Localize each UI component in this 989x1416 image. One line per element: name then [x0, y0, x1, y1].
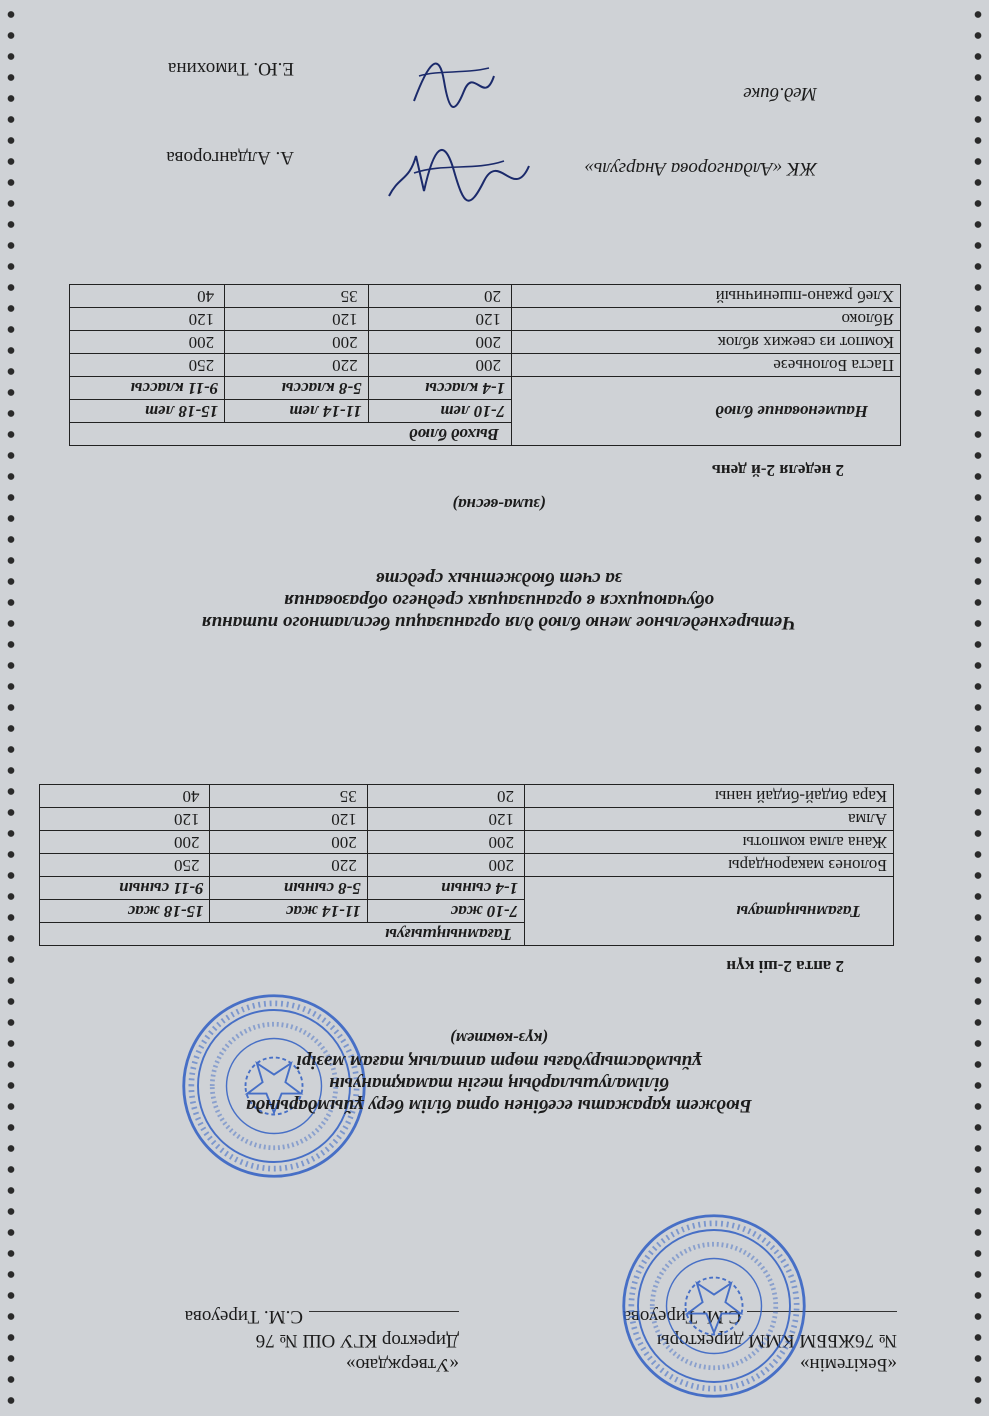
- ru-age-header: 15-18 лет: [70, 400, 225, 423]
- ru-dish-name: Паста Болоньезе: [512, 354, 901, 377]
- ru-dish-value: 250: [70, 354, 225, 377]
- kz-age-header: 11-14 жас: [210, 900, 367, 923]
- kz-dish-name: Алма: [525, 808, 894, 831]
- kz-dish-value: 200: [40, 831, 211, 854]
- kz-name-header: Тағамныңатауы: [525, 877, 894, 946]
- table-header-row: [70, 423, 901, 446]
- signature-nurse: Мед.бике: [743, 83, 817, 104]
- approval-ru-line1: «Утверждаю»: [346, 1354, 459, 1375]
- signature-org-name: А. Алдангорова: [166, 147, 294, 168]
- approval-kz-line1: «Бекітемін»: [799, 1354, 897, 1375]
- kz-dish-value: 120: [367, 808, 524, 831]
- table-row: [40, 831, 894, 854]
- ru-age-header: 11-14 лет: [225, 400, 368, 423]
- handwritten-signature-icon: [409, 56, 499, 116]
- kz-dish-name: Кара бидай-бидай наны: [525, 785, 894, 808]
- ru-title-line2: обучающихся в организациях среднего образования: [284, 590, 714, 611]
- kz-class-header: 9-11 сынып: [40, 877, 211, 900]
- ru-dish-value: 120: [368, 308, 511, 331]
- stamp-seal-icon: [619, 1211, 809, 1401]
- ru-dish-value: 120: [70, 308, 225, 331]
- kz-title-line2: білімалушылардың тегін тамақтануын: [329, 1073, 669, 1094]
- kz-day: 2 апта 2-ші күн: [726, 957, 844, 976]
- kz-season: (күз-көктем): [450, 1029, 549, 1048]
- ru-class-header: 5-8 классы: [225, 377, 368, 400]
- table-header-row: [40, 923, 894, 946]
- ru-dish-name: Хлеб ржано-пшеничный: [512, 285, 901, 308]
- kz-dish-name: Жана алма компоты: [525, 831, 894, 854]
- table-row: [70, 331, 901, 354]
- approval-kz-line2: № 76ЖББМ КММ директоры: [656, 1330, 897, 1351]
- table-row: [40, 785, 894, 808]
- table-row: [40, 808, 894, 831]
- table-row: [70, 285, 901, 308]
- table-row: [70, 308, 901, 331]
- kz-age-header: 15-18 жас: [40, 900, 211, 923]
- ru-class-header: 1-4 классы: [368, 377, 511, 400]
- ru-title-line3: за счет бюджетных средств: [375, 568, 623, 589]
- ru-dish-name: Компот из свежих яблок: [512, 331, 901, 354]
- ru-title-line1: Четырехнедельное меню блюд для организации бесплатного питания: [201, 612, 797, 633]
- ru-dish-value: 40: [70, 285, 225, 308]
- kz-class-header: 5-8 сынып: [210, 877, 367, 900]
- kz-menu-table: [39, 784, 894, 946]
- handwritten-signature-icon: [384, 141, 534, 211]
- kz-class-header: 1-4 сынып: [367, 877, 524, 900]
- kz-dish-value: 20: [367, 785, 524, 808]
- ru-age-header: 7-10 лет: [368, 400, 511, 423]
- ru-class-header: 9-11 классы: [70, 377, 225, 400]
- kz-title: [89, 1050, 909, 1116]
- kz-dish-value: 220: [210, 854, 367, 877]
- ru-dish-value: 120: [225, 308, 368, 331]
- table-row: [70, 354, 901, 377]
- ru-season: (зима-весна): [452, 495, 546, 514]
- kz-dish-value: 200: [367, 831, 524, 854]
- signature-blank: [309, 1311, 459, 1312]
- kz-output-header: Тағамныңшығуы: [40, 923, 525, 946]
- approval-kz-name: С.М. Тиреуова: [622, 1306, 741, 1327]
- signature-nurse-name: Е.Ю. Тимохина: [167, 58, 294, 79]
- ru-dish-value: 200: [225, 331, 368, 354]
- ru-menu-table: [69, 284, 901, 446]
- approval-ru-line2: Директор КГУ ОШ № 76: [255, 1330, 459, 1351]
- ru-day: 2 неделя 2-й день: [711, 461, 844, 480]
- approval-ru-signature-line: [79, 1304, 459, 1328]
- approval-ru-name: С.М. Тиреуова: [184, 1306, 303, 1327]
- ru-dish-value: 200: [368, 354, 511, 377]
- kz-dish-name: Болонез макарондары: [525, 854, 894, 877]
- ru-dish-value: 220: [225, 354, 368, 377]
- ru-title: [89, 567, 909, 633]
- kz-dish-value: 120: [210, 808, 367, 831]
- kz-title-line3: ұйымдастырудағы төрт апталық тағам мәзірі: [296, 1051, 702, 1072]
- ru-dish-name: Яблоко: [512, 308, 901, 331]
- signature-org: ЖК «Алдангорова Анаргуль»: [584, 158, 817, 179]
- kz-title-line1: Бюджет қаражаты есебінен орта білім беру ұйымдарында: [246, 1095, 752, 1116]
- table-row: [40, 854, 894, 877]
- kz-dish-value: 40: [40, 785, 211, 808]
- approval-ru: [79, 1304, 459, 1376]
- kz-dish-value: 120: [40, 808, 211, 831]
- ru-dish-value: 35: [225, 285, 368, 308]
- kz-dish-value: 200: [210, 831, 367, 854]
- ru-dish-value: 200: [368, 331, 511, 354]
- ru-output-header: Выход блюд: [70, 423, 512, 446]
- ru-name-header: Наименование блюд: [512, 377, 901, 446]
- ru-dish-value: 200: [70, 331, 225, 354]
- kz-age-header: 7-10 жас: [367, 900, 524, 923]
- kz-dish-value: 200: [367, 854, 524, 877]
- kz-dish-value: 35: [210, 785, 367, 808]
- ru-dish-value: 20: [368, 285, 511, 308]
- kz-dish-value: 250: [40, 854, 211, 877]
